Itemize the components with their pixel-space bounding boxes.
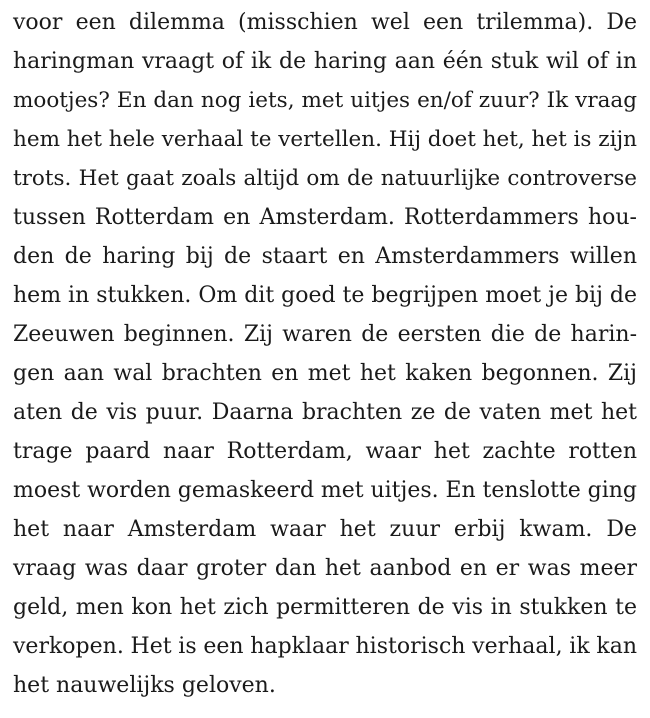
- text-block: [13, 3, 637, 705]
- text-line: den de haring bij de staart en Amsterdammers willen: [13, 244, 637, 269]
- text-line: aten de vis puur. Daarna brachten ze de vaten met het: [13, 400, 637, 425]
- text-line: mootjes? En dan nog iets, met uitjes en/of zuur? Ik vraag: [13, 88, 637, 113]
- text-line: trage paard naar Rotterdam, waar het zachte rotten: [13, 439, 637, 464]
- text-line: hem in stukken. Om dit goed te begrijpen moet je bij de: [13, 283, 637, 308]
- text-line: het nauwelijks geloven.: [13, 673, 276, 698]
- text-line: hem het hele verhaal te vertellen. Hij doet het, het is zijn: [13, 127, 637, 152]
- text-line: vraag was daar groter dan het aanbod en er was meer: [13, 556, 637, 581]
- text-line: Zeeuwen beginnen. Zij waren de eersten die de harin-: [13, 322, 637, 347]
- text-line: verkopen. Het is een hapklaar historisch verhaal, ik kan: [13, 634, 637, 659]
- text-line: voor een dilemma (misschien wel een trilemma). De: [13, 10, 637, 35]
- text-line: tussen Rotterdam en Amsterdam. Rotterdammers hou-: [13, 205, 637, 230]
- text-line: moest worden gemaskeerd met uitjes. En tenslotte ging: [13, 478, 637, 503]
- text-line: het naar Amsterdam waar het zuur erbij kwam. De: [13, 517, 637, 542]
- text-line: geld, men kon het zich permitteren de vis in stukken te: [13, 595, 637, 620]
- text-line: gen aan wal brachten en met het kaken begonnen. Zij: [13, 361, 637, 386]
- text-line: haringman vraagt of ik de haring aan één stuk wil of in: [13, 49, 637, 74]
- text-line: trots. Het gaat zoals altijd om de natuurlijke controverse: [13, 166, 637, 191]
